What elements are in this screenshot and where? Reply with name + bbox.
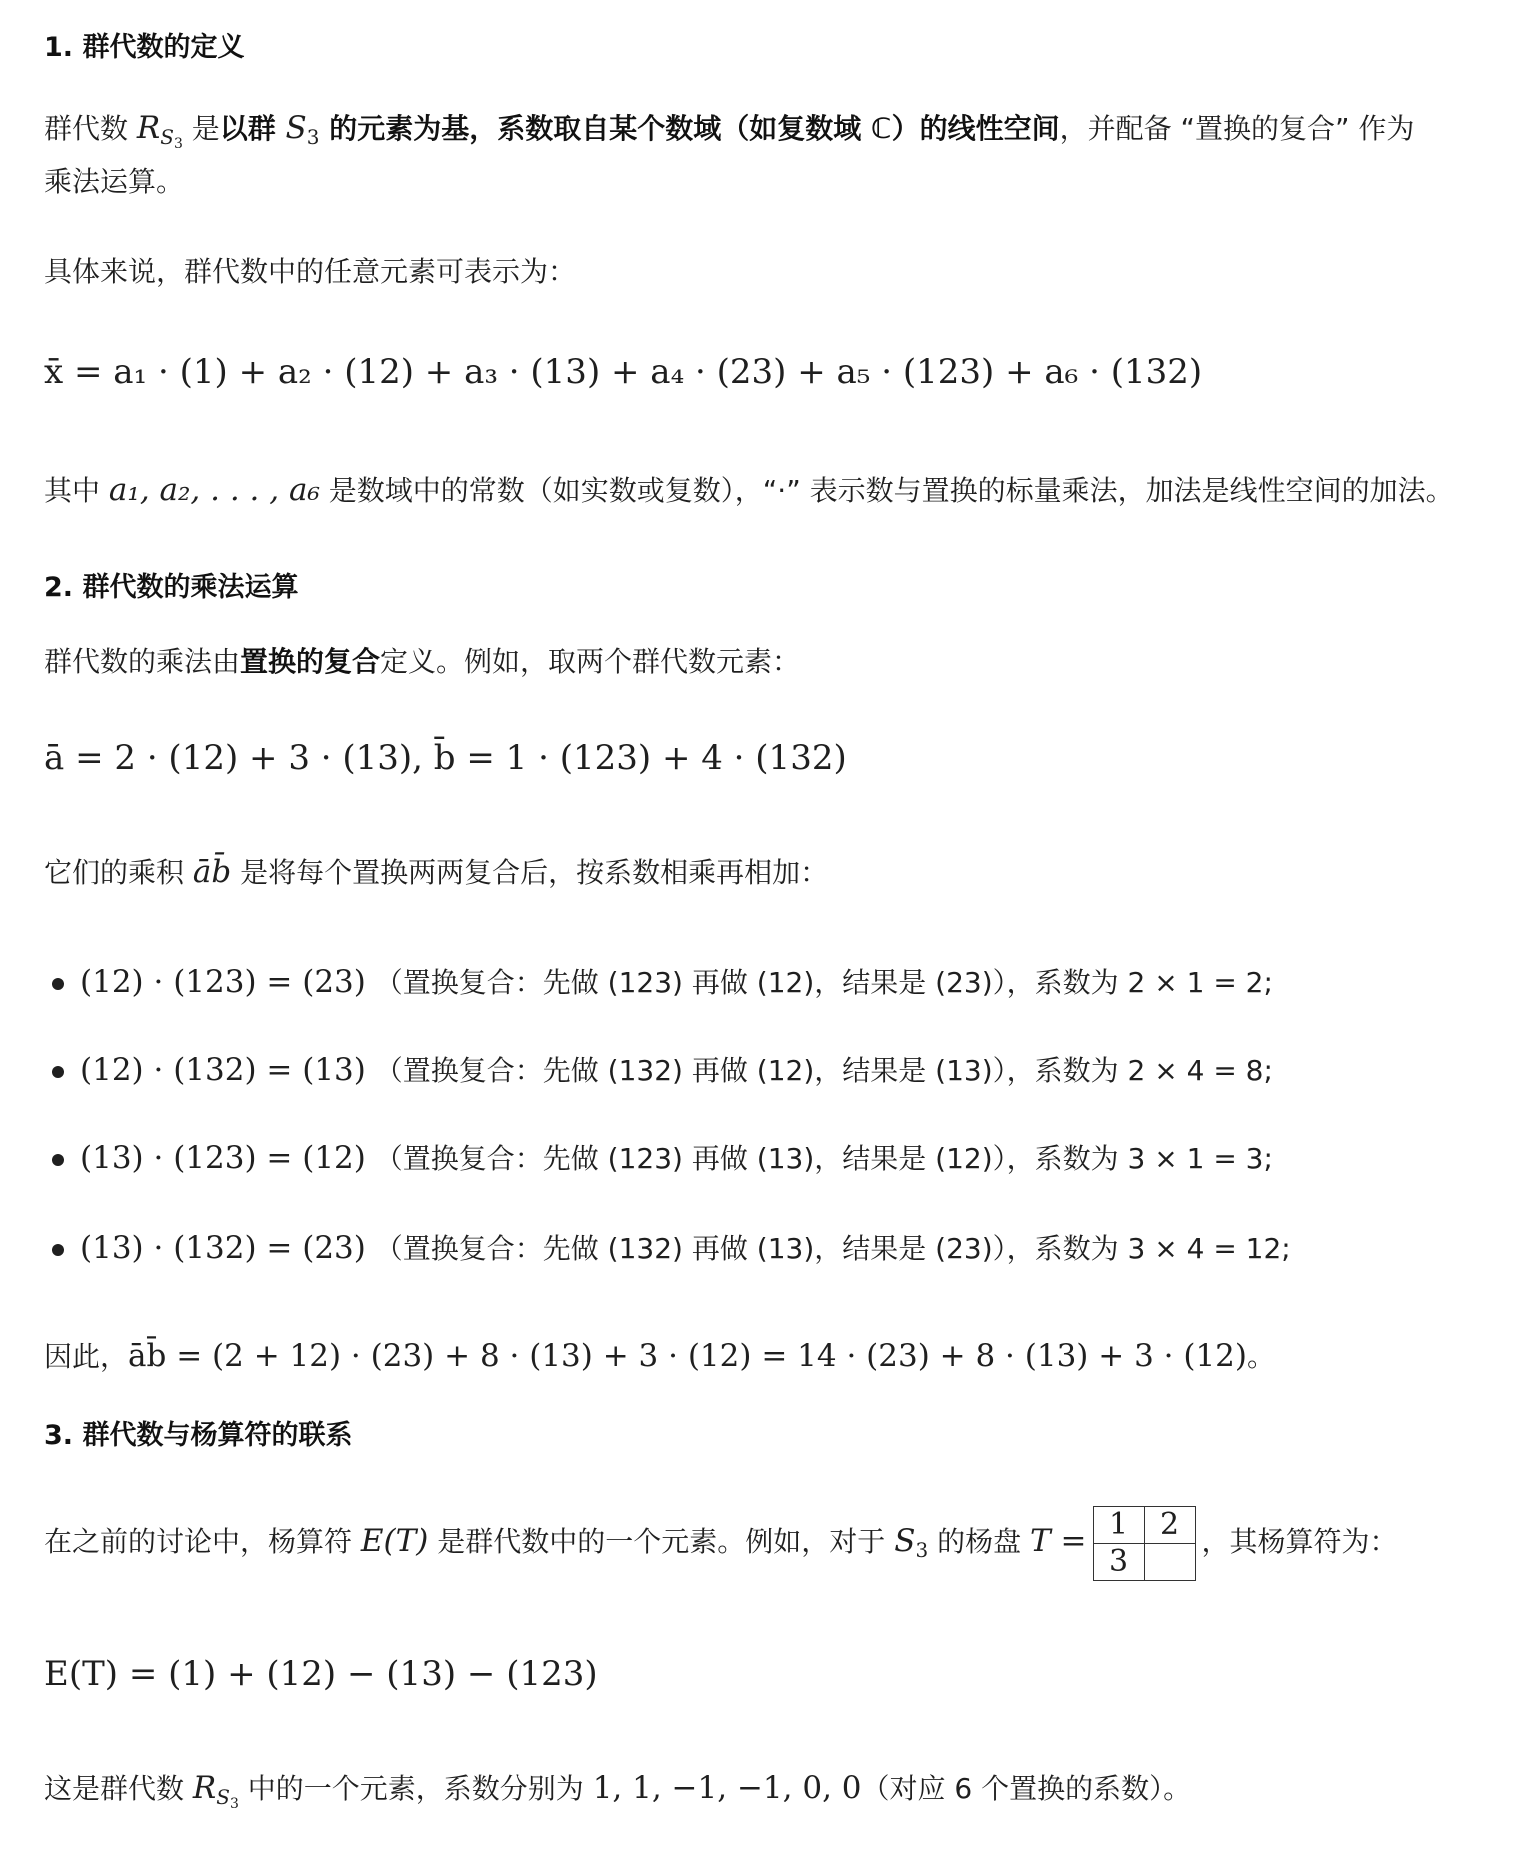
math-ab: āb̄ (192, 854, 232, 890)
list-item: (12) · (132) = (13) （置换复合：先做 (132) 再做 (12)，结果是 (13)），系数为 2 × 4 = 8; (44, 1050, 1273, 1091)
text: 群代数 (44, 112, 137, 145)
bullet-icon (52, 1244, 64, 1256)
section-3-heading: 3. 群代数与杨算符的联系 (44, 1420, 353, 1451)
equation-a-b: ā = 2 · (12) + 3 · (13), b̄ = 1 · (123) + 4 · (132) (44, 738, 847, 778)
bullet-icon (52, 1154, 64, 1166)
math-S3: $S_3$ (894, 1523, 929, 1562)
bold-text: 的元素为基，系数取自某个数域（如复数域 ℂ）的线性空间 (319, 112, 1060, 145)
math-R-S3: $R_{S_3}$ (192, 1770, 239, 1812)
s2-paragraph-1: 群代数的乘法由置换的复合定义。例如，取两个群代数元素： (44, 645, 801, 678)
section-2-heading: 2. 群代数的乘法运算 (44, 572, 299, 603)
bullet-icon (52, 1066, 64, 1078)
bullet-icon (52, 978, 64, 990)
text: 是 (182, 112, 220, 145)
s1-paragraph-2: 具体来说，群代数中的任意元素可表示为： (44, 255, 577, 288)
s3-paragraph-2: 这是群代数 $R_{S_3}$ 中的一个元素，系数分别为 1, 1, −1, −1, 0, 0（对应 6 个置换的系数）。 (44, 1770, 1192, 1812)
s2-paragraph-2: 它们的乘积 āb̄ 是将每个置换两两复合后，按系数相乘再相加： (44, 854, 829, 890)
bold-text: 置换的复合 (240, 645, 381, 678)
math-a1-a6: a₁, a₂, . . . , a₆ (108, 472, 320, 508)
math-product-result: āb̄ = (2 + 12) · (23) + 8 · (13) + 3 · (12) = 14 · (23) + 8 · (13) + 3 · (12) (128, 1338, 1247, 1374)
section-1-heading: 1. 群代数的定义 (44, 32, 245, 63)
s1-paragraph-3: 其中 a₁, a₂, . . . , a₆ 是数域中的常数（如实数或复数），“·” 表示数与置换的标量乘法，加法是线性空间的加法。 (44, 472, 1454, 508)
list-item: (13) · (123) = (12) （置换复合：先做 (123) 再做 (13)，结果是 (12)），系数为 3 × 1 = 3; (44, 1138, 1273, 1179)
young-tableau (1093, 1506, 1196, 1581)
math-coefficients: 1, 1, −1, −1, 0, 0 (592, 1770, 862, 1806)
tableau-cell: 1 (1093, 1506, 1144, 1543)
equation-ET: E(T) = (1) + (12) − (13) − (123) (44, 1654, 598, 1694)
s1-paragraph-1-cont: 乘法运算。 (44, 165, 185, 198)
math-R-S3: $R_{S_3}$ (136, 110, 183, 152)
tableau-cell: 2 (1144, 1506, 1195, 1543)
s3-paragraph-1: 在之前的讨论中，杨算符 E(T) 是群代数中的一个元素。例如，对于 $S_3$ 的杨盘 T = 1 2 3 ，其杨算符为： (44, 1506, 1398, 1579)
math-ET: E(T) (360, 1523, 429, 1559)
list-item: (12) · (123) = (23) （置换复合：先做 (123) 再做 (12)，结果是 (23)），系数为 2 × 1 = 2; (44, 962, 1273, 1003)
s1-paragraph-1 (44, 108, 1414, 164)
s2-conclusion: 因此，āb̄ = (2 + 12) · (23) + 8 · (13) + 3 · (12) = 14 · (23) + 8 · (13) + 3 · (12)。 (44, 1338, 1276, 1374)
bold-text: 以群 (219, 112, 286, 145)
tableau-cell (1144, 1543, 1195, 1580)
text: ，并配备 “置换的复合” 作为 (1059, 112, 1415, 145)
list-item: (13) · (132) = (23) （置换复合：先做 (132) 再做 (13)，结果是 (23)），系数为 3 × 4 = 12; (44, 1228, 1291, 1269)
math-T: T = (1030, 1523, 1087, 1559)
math-S3: $S_3$ (285, 110, 320, 149)
tableau-cell: 3 (1093, 1543, 1144, 1580)
equation-x-bar: x̄ = a₁ · (1) + a₂ · (12) + a₃ · (13) + a₄ · (23) + a₅ · (123) + a₆ · (132) (44, 352, 1203, 392)
